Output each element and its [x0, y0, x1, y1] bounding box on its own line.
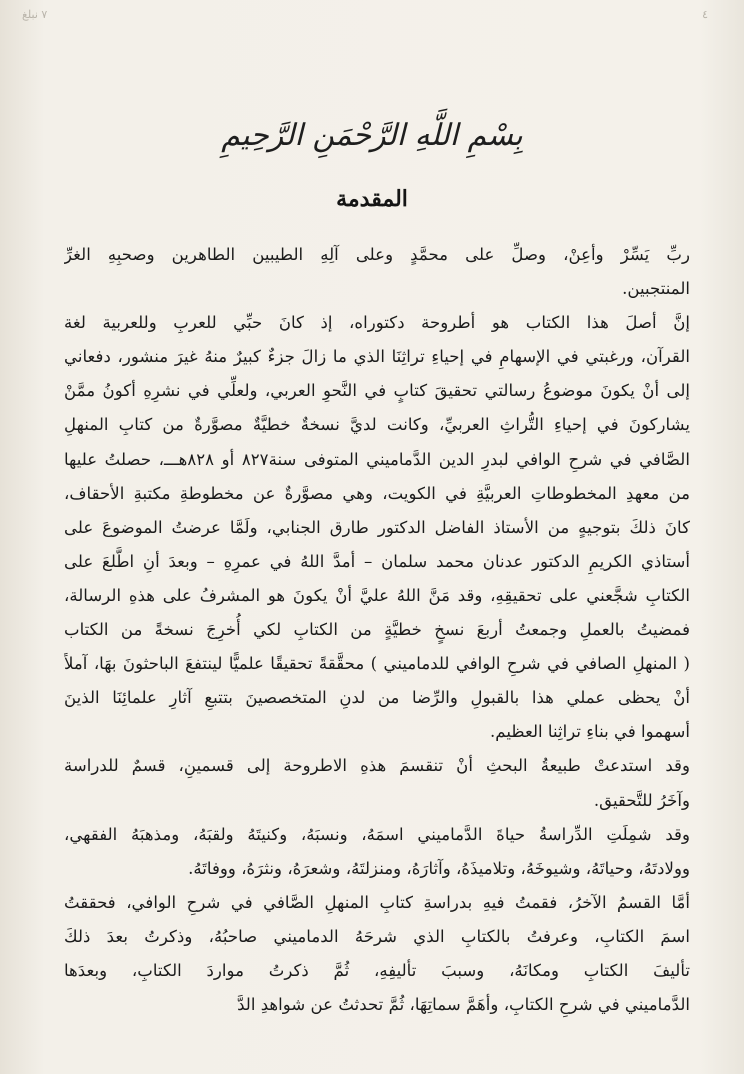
text-line: فمضيتُ بالعملِ وجمعتُ أربعَ نسخٍ خطيَّةٍ من الكتابِ لكي أُخرِجَ نسخةً من الكتاب: [64, 620, 690, 640]
text-line: اسمَ الكتابِ، وعرفتُ بالكتابِ الذي شرحَهُ الدماميني صاحبُهُ، وذكرتُ بعدَ ذلكَ: [64, 926, 690, 946]
text-line: ربِّ يَسِّرْ وأعِنْ، وصلِّ على محمَّدٍ وعلى آلِهِ الطيبين الطاهرين وصحبِهِ الغرِّ: [64, 245, 690, 264]
text-line: تأليفَ الكتابِ ومكانَهُ، وسببَ تأليفِهِ، ثُمَّ ذكرتُ مواردَ الكتابِ، وبعدَها: [64, 960, 690, 980]
text-line: الدَّماميني في شرحِ الكتابِ، وأهَمَّ سماتِهَا، ثُمَّ تحدثتُ عن شواهدِ الدَّ: [237, 995, 690, 1015]
text-line: إنَّ أصلَ هذا الكتاب هو أطروحة دكتوراه، إذ كانَ حبِّي للعربِ وللعربية لغة: [64, 313, 690, 333]
text-line: وقد شمِلَتِ الدِّراسةُ حياةَ الدَّماميني اسمَهُ، ونسبَهُ، وكنيتَهُ ولقبَهُ، ومذهبَهُ الفقهي،: [64, 824, 690, 844]
text-line: الكتابِ شجَّعني على تحقيقِهِ، وقد مَنَّ اللهُ عليَّ أنْ يكونَ هو المشرفُ على هذهِ الرسالة،: [64, 585, 690, 605]
text-line: أسهموا في بناءِ تراثِنا العظيم.: [490, 722, 690, 742]
page-corner-mark: ٧ نبلغ: [22, 8, 48, 21]
text-line: وقد استدعتْ طبيعةُ البحثِ أنْ تنقسمَ هذهِ الاطروحة إلى قسمينِ، قسمٌ للدراسة: [64, 756, 690, 776]
text-line: من معهدِ المخطوطاتِ العربيَّةِ في الكويت، وهي مصوَّرةٌ عن مخطوطةِ مكتبةِ الأحقاف،: [64, 483, 690, 503]
text-line: وآخَرُ للتَّحقيق.: [593, 790, 690, 810]
text-line: أنْ يحظى عملي هذا بالقبولِ والرِّضا من لدنِ المتخصصينَ بتتبعِ آثارِ علمائِنَا الذينَ: [64, 688, 690, 708]
text-line: وولادتَهُ، وحياتَهُ، وشيوخَهُ، وتلاميذَهُ، وآثارَهُ، ومنزلتَهُ، وشعرَهُ، ونثرَهُ، ووفاتَهُ.: [188, 858, 690, 878]
text-line: يشاركونَ في إحياءِ التُّراثِ العربيِّ، وكانت لديَّ نسخةٌ خطيَّةٌ مصوَّرةٌ من كتابِ المنهلِ: [64, 415, 690, 435]
page-number-mark: ٤: [702, 8, 708, 21]
basmala-calligraphy: بِسْمِ اللَّهِ الرَّحْمَنِ الرَّحِيمِ: [221, 118, 523, 153]
text-line: ( المنهلِ الصافي في شرحِ الوافي للدماميني ) محقَّقةً تحقيقًا علميًّا لينتفعَ الباحثونَ بهَا، آملاً: [64, 654, 690, 674]
text-line: إلى أنْ يكونَ موضوعُ رسالتي تحقيقَ كتابٍ في النَّحوِ العربي، ولعلِّي في نشرِهِ أكونُ ممَّنْ: [64, 381, 690, 401]
text-line: المنتجبين.: [622, 279, 690, 299]
page-heading: المقدمة: [336, 186, 408, 212]
text-line: أستاذي الكريمِ الدكتور عدنان محمد سلمان – أمدَّ اللهُ في عمرِهِ – وبعدَ أنِ اطَّلعَ على: [64, 551, 690, 571]
text-line: كانَ ذلكَ بتوجيهٍ من الأستاذ الفاضل الدكتور طارق الجنابي، ولَمَّا عرضتُ الموضوعَ على: [64, 517, 690, 537]
text-line: القرآن، ورغبتي في الإسهامِ في إحياءِ تراثِنَا الذي ما زالَ جزءٌ كبيرٌ منهُ غيرَ منشور، دفعاني: [64, 347, 690, 367]
body-text: [64, 238, 690, 1022]
text-line: أمَّا القسمُ الآخرُ، فقمتُ فيهِ بدراسةِ كتابِ المنهلِ الصَّافي في شرحِ الوافي، فحققتُ: [64, 892, 690, 912]
text-line: الصَّافي في شرحِ الوافي لبدرِ الدين الدَّماميني المتوفى سنة٨٢٧ أو ٨٢٨هـــ، حصلتُ عليها: [64, 449, 690, 469]
